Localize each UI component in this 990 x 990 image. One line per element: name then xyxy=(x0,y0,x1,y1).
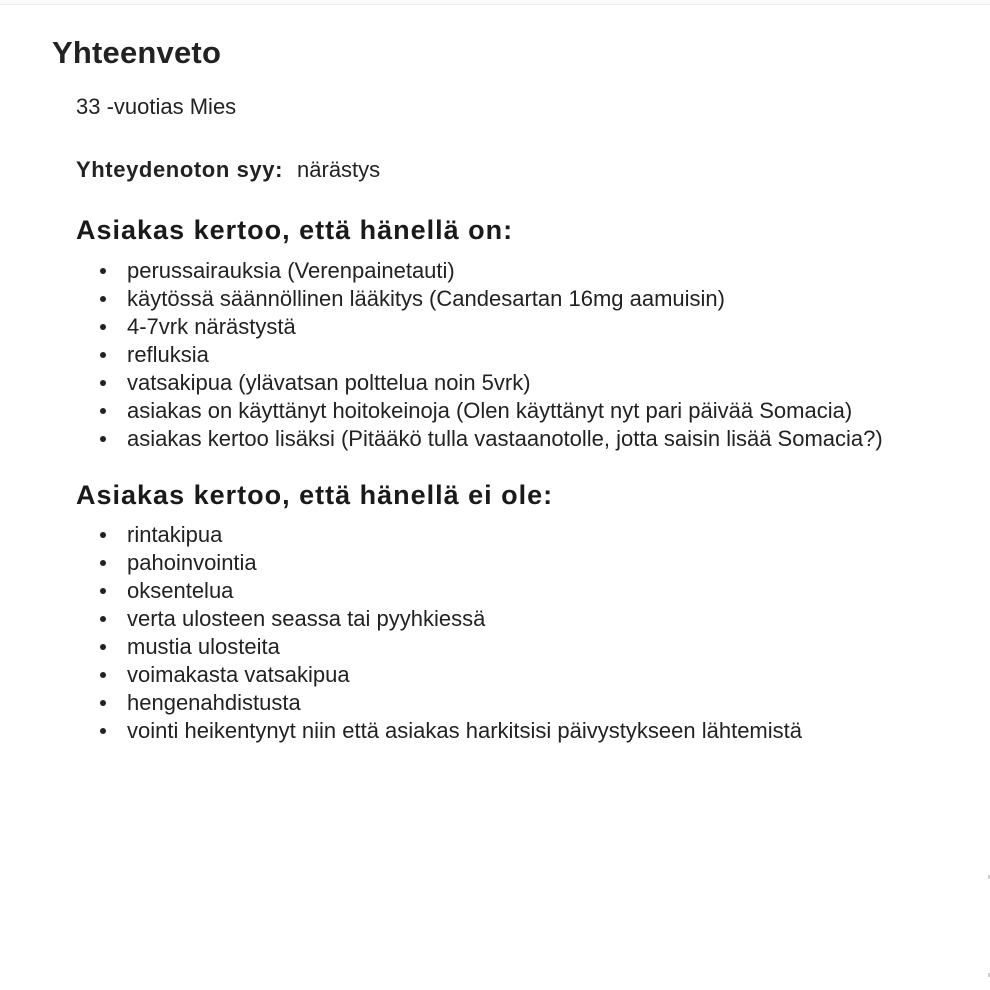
bullet-icon xyxy=(100,268,106,274)
list-item-text: vatsakipua (ylävatsan polttelua noin 5vrk) xyxy=(127,370,531,395)
contact-reason-value: närästys xyxy=(297,157,381,182)
bullet-icon xyxy=(100,408,106,414)
list-item-text: vointi heikentynyt niin että asiakas harkitsisi päivystykseen lähtemistä xyxy=(127,718,802,743)
summary-panel xyxy=(0,5,990,990)
list-item xyxy=(76,577,802,605)
has-symptoms-heading: Asiakas kertoo, että hänellä on: xyxy=(76,215,514,245)
bullet-icon xyxy=(100,380,106,386)
list-item-text: oksentelua xyxy=(127,578,234,603)
bullet-icon xyxy=(100,728,106,734)
bullet-icon xyxy=(100,436,106,442)
patient-info: 33 -vuotias Mies xyxy=(76,94,237,119)
list-item xyxy=(76,257,883,285)
list-item xyxy=(76,285,883,313)
list-item-text: asiakas on käyttänyt hoitokeinoja (Olen käyttänyt nyt pari päivää Somacia) xyxy=(127,398,853,423)
list-item xyxy=(76,313,883,341)
bullet-icon xyxy=(100,352,106,358)
list-item xyxy=(76,521,802,549)
list-item-text: 4-7vrk närästystä xyxy=(127,314,296,339)
list-item xyxy=(76,369,883,397)
has-not-symptoms-heading: Asiakas kertoo, että hänellä ei ole: xyxy=(76,480,554,510)
list-item xyxy=(76,549,802,577)
list-item-text: mustia ulosteita xyxy=(127,634,280,659)
has-symptoms-list xyxy=(76,257,883,453)
list-item-text: perussairauksia (Verenpainetauti) xyxy=(127,258,455,283)
list-item xyxy=(76,397,883,425)
contact-reason-label: Yhteydenoton syy: xyxy=(76,157,284,182)
bullet-icon xyxy=(100,532,106,538)
list-item xyxy=(76,661,802,689)
list-item-text: käytössä säännöllinen lääkitys (Candesartan 16mg aamuisin) xyxy=(127,286,725,311)
list-item-text: verta ulosteen seassa tai pyyhkiessä xyxy=(127,606,486,631)
bullet-icon xyxy=(100,588,106,594)
list-item-text: hengenahdistusta xyxy=(127,690,301,715)
list-item-text: asiakas kertoo lisäksi (Pitääkö tulla vastaanotolle, jotta saisin lisää Somacia?) xyxy=(127,426,883,451)
bullet-icon xyxy=(100,700,106,706)
list-item xyxy=(76,633,802,661)
bullet-icon xyxy=(100,560,106,566)
bullet-icon xyxy=(100,644,106,650)
bullet-icon xyxy=(100,296,106,302)
bullet-icon xyxy=(100,616,106,622)
list-item xyxy=(76,717,802,745)
list-item-text: voimakasta vatsakipua xyxy=(127,662,350,687)
list-item xyxy=(76,425,883,453)
list-item-text: refluksia xyxy=(127,342,209,367)
list-item-text: rintakipua xyxy=(127,522,223,547)
list-item-text: pahoinvointia xyxy=(127,550,257,575)
list-item xyxy=(76,341,883,369)
list-item xyxy=(76,605,802,633)
bullet-icon xyxy=(100,672,106,678)
has-not-symptoms-list xyxy=(76,521,802,745)
contact-reason xyxy=(76,157,380,183)
bullet-icon xyxy=(100,324,106,330)
list-item xyxy=(76,689,802,717)
page-title: Yhteenveto xyxy=(52,35,222,70)
